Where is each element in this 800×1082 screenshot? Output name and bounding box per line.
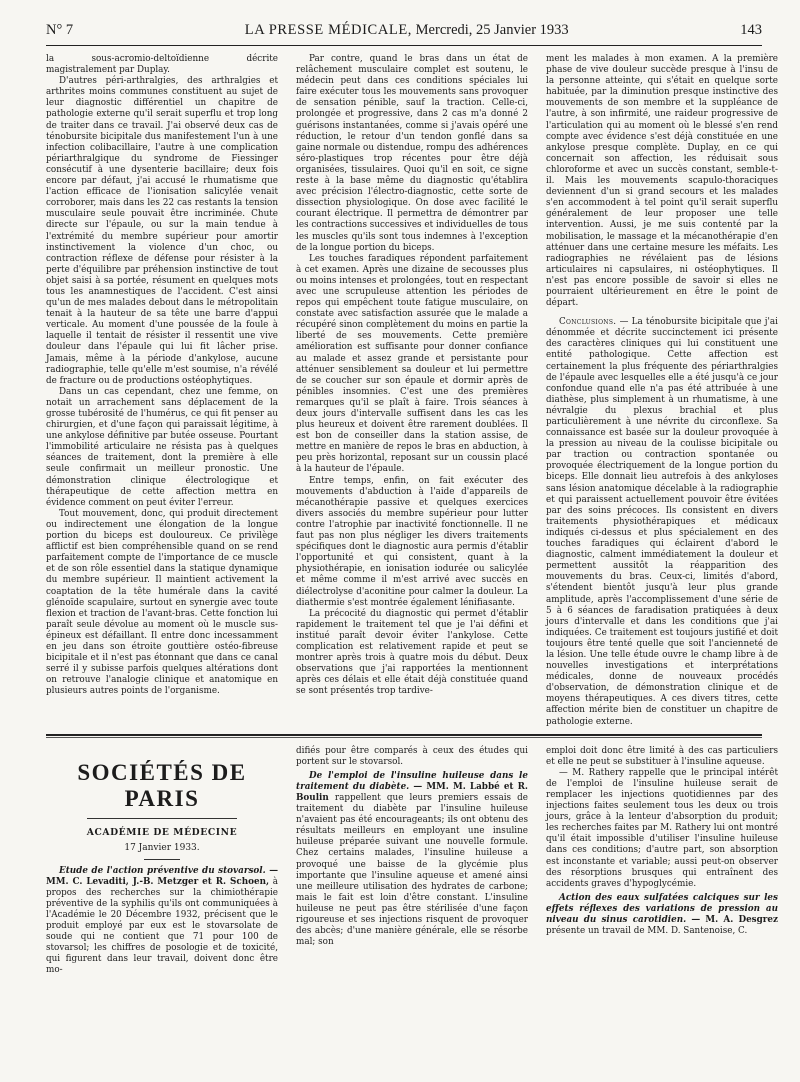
conclusions-text: — La ténobursite bicipitale que j'ai dénommée et décrite succinctement ici présente des caractères cliniques qui lui constituent une entité pathologique. Cette affection est certainement la plus fréquente des périarthralgies de l'épaule avec lesquelles elle a été jusqu'à ce jour confondue quand elle n'a pas été attribuée à une diathèse, plus simplement à un rhumatisme, à une névralgie du plexus brachial et plus particulièrement à une névrite du circonflexe. Sa connaissance est basée sur la douleur provoquée à la pression au niveau de la coulisse bicipitale ou par traction ou contraction spontanée ou provoquée électriquement de la longue portion du biceps. Elle donnait lieu autrefois à des ankyloses sans lésion anatomique décelable à la radiographie et qui paraissent actuellement pouvoir être évitées par des soins précoces. Ils consistent en divers traitements physiothérapiques et médicaux indiqués ci-dessus et plus spécialement en des touches faradiques qui éclairent d'abord le diagnostic, calment immédiatement la douleur et permettent aussitôt la réapparition des mouvements du bras. Ceux-ci, limités d'abord, s'étendent bientôt jusqu'à leur plus grande amplitude, après l'accomplissement d'une série de 5 à 6 séances de faradisation pratiquées à deux jours d'intervalle et dans les conditions que j'ai indiquées. Ce traitement est toujours justifié et doit toujours être tenté quelle que soit l'ancienneté de la lésion. Une telle étude ouvre le champ libre à de nouvelles investigations et interprétations médicales, donne de nouveaux procédés d'observation, de démonstration clinique et de moyens thérapeutiques. A ces divers titres, cette affection mérite bien de constituer un chapitre de pathologie externe. (546, 317, 778, 727)
article-column-1 (46, 54, 278, 728)
paragraph: emploi doit donc être limité à des cas particuliers et elle ne peut se substituer à l'insuline aqueuse. (546, 745, 778, 767)
header-title-line (245, 22, 569, 39)
page-number: 143 (740, 22, 762, 38)
paragraph: ment les malades à mon examen. A la première phase de vive douleur succède presque à l'insu de la personne atteinte, qui s'était en quelque sorte habituée, par la diminution presque instinctive des mouvements de son membre et la suppléance de l'autre, à son infirmité, une raideur progressive de l'articulation qui au moment où le blessé s'en rend compte avec évidence s'est déjà constituée en une ankylose presque complète. Duplay, en ce qui concernait son affection, les réduisait sous chloroforme et avec un succès constant, semble-t-il. Mais les mouvements scapulo-thoraciques deviennent d'un si grand secours et les malades s'en accommodent à tel point qu'il serait superflu généralement de leur proposer une telle intervention. Aussi, je me suis contenté par la mobilisation, le massage et la mécanothérapie d'en atténuer dans une certaine mesure les méfaits. Les radiographies ne révélaient pas de lésions articulaires ni capsulaires, ni ostéophytiques. Il n'est pas encore possible de savoir si elles ne pourraient ultérieurement en être le point de départ. (546, 54, 778, 309)
paragraph: La précocité du diagnostic qui permet d'établir rapidement le traitement tel que je l'ai défini et institué paraît devoir éviter l'ankylose. Cette complication est relativement rapide et peut se montrer après trois à quatre mois du début. Deux observations que j'ai rapportées la mentionnent après ces délais et elle était déjà constituée quand se sont présentés trop tardive- (296, 608, 528, 697)
communication-authors: — M. A. Desgrez (686, 915, 778, 926)
paragraph: difiés pour être comparés à ceux des études qui portent sur le stovarsol. (296, 745, 528, 767)
article-column-3 (546, 54, 778, 728)
academie-heading: ACADÉMIE DE MÉDECINE (86, 826, 238, 838)
section-rule-thin (46, 737, 762, 738)
communication-stovarsol (46, 866, 278, 977)
communication-insuline (296, 771, 528, 949)
societes-heading: SOCIÉTÉS DE PARIS (77, 759, 247, 811)
societes-column-2 (296, 746, 528, 977)
article-columns (46, 54, 778, 728)
communication-authors: — MM. M. Labbé et R. Boulin (296, 781, 528, 803)
paragraph: Entre temps, enfin, on fait exécuter des mouvements d'abduction à l'aide d'appareils de mécanothérapie passive et quelques exercices divers associés du membre supérieur pour lutter contre l'atrophie par inactivité fonctionnelle. Il ne faut pas non plus négliger les divers traitements spécifiques dont le diagnostic aura permis d'établir l'opportunité et qui consistent, quant à la physiothérapie, en ionisation iodurée ou salicylée et même comme il m'est arrivé avec succès en diélectrolyse d'aconitine pour calmer la douleur. La diathermie s'est montrée également lénifiasante. (296, 475, 528, 608)
paragraph: la sous-acromio-deltoïdienne décrite magistralement par Duplay. (46, 54, 278, 76)
short-rule (144, 859, 180, 860)
societes-columns (46, 745, 778, 977)
societes-column-3 (546, 746, 778, 977)
paragraph: Les touches faradiques répondent parfaitement à cet examen. Après une dizaine de secousses plus ou moins intenses et prolongées, tout en respectant avec une scrupuleuse attention les périodes de repos qui empêchent toute fatigue musculaire, on constate avec satisfaction assurée que le malade a récupéré sinon complètement du moins en partie la liberté de ses mouvements. Cette première amélioration est suffisante pour donner confiance au malade et assez grande et persistante pour atténuer sensiblement sa douleur et lui permettre de se coucher sur son épaule et dormir après de pénibles insomnies. C'est une des premières remarques qu'il se plaît à faire. Trois séances à deux jours d'intervalle suffisent dans les cas les plus heureux et doivent être rarement doublées. Il est bon de conseiller dans la station assise, de mettre en manière de repos le bras en abduction, à peu près horizontal, reposant sur un coussin placé à la hauteur de l'épaule. (296, 253, 528, 475)
article-column-2 (296, 54, 528, 728)
communication-title: Etude de l'action préventive du stovarsol. (59, 865, 266, 876)
paragraph: Dans un cas cependant, chez une femme, on notait un arrachement sans déplacement de la grosse tubérosité de l'humérus, ce qui fit penser au chirurgien, et d'une façon qui paraissait légitime, à une ankylose définitive par butée osseuse. Pourtant l'immobilité articulaire ne résista pas à quelques séances de traitement, dont la première à elle seule confirmait un meilleur pronostic. Une démonstration clinique électrologique et thérapeutique de cette affection mettra en évidence comment on peut éviter l'erreur. (46, 386, 278, 508)
conclusions-paragraph (546, 317, 778, 727)
communication-title: De l'emploi de l'insuline huileuse dans le traitement du diabète. (296, 770, 528, 792)
issue-date: Mercredi, 25 Janvier 1933 (415, 22, 569, 38)
societes-column-1 (46, 746, 278, 977)
paragraph: Par contre, quand le bras dans un état de relâchement musculaire complet est soutenu, le médecin peut dans ces conditions spéciales lui faire exécuter tous les mouvements sans provoquer de sensation pénible, sauf la traction. Celle-ci, prolongée et progressive, dans 2 cas m'a donné 2 guérisons instantanées, comme si j'avais opéré une réduction, le retour d'un tendon gonflé dans sa gaine normale ou distendue, rompu des adhérences séro-plastiques trop récentes pour être déjà organisées, tissulaires. Quoi qu'il en soit, ce signe reste à la base même du diagnostic qu'établira avec précision l'électro-diagnostic, cette sorte de dissection physiologique. On dose avec facilité le courant électrique. Il permettra de démontrer par les contractions successives et individuelles de tous les muscles qu'ils sont tous indemnes à l'exception de la longue portion du biceps. (296, 54, 528, 253)
communication-text: rappellent que leurs premiers essais de traitement du diabète par l'insuline huileuse n'avaient pas été encourageants; ils ont obtenu des résultats meilleurs en employant une insuline huileuse préparée suivant une nouvelle formule. Chez certains malades, l'insuline huileuse a provoqué une baisse de la glycémie plus importante que l'insuline aqueuse et amené ainsi une meilleure utilisation des hydrates de carbone; mais le fait est loin d'être constant. L'insuline huileuse ne peut pas être stérilisée d'une façon rigoureuse et ses injections risquent de provoquer des abcès; d'une manière générale, elle se résorbe mal; son (296, 793, 528, 948)
journal-title: LA PRESSE MÉDICALE, (244, 22, 413, 38)
communication-title: Action des eaux sulfatées calciques sur les effets réflexes des variations de pression au niveau du sinus carotidien. (546, 892, 778, 926)
communication-text: présente un travail de MM. D. Santenoise, C. (546, 926, 748, 937)
section-rule (46, 734, 762, 736)
paragraph: Tout mouvement, donc, qui produit directement ou indirectement une élongation de la longue portion du biceps est douloureux. Ce privilège afflictif est bien compréhensible quand on se rend parfaitement compte de l'importance de ce muscle et de son rôle essentiel dans la statique dynamique du membre supérieur. Il maintient activement la coaptation de la tête humérale dans la cavité glénoïde scapulaire, surtout en synergie avec toute flexion et traction de l'avant-bras. Cette fonction lui paraît seule dévolue au moment où le muscle sus-épineux est défaillant. Il entre donc incessamment en jeu dans son étroite gouttière ostéo-fibreuse bicipitale et il n'est pas étonnant que dans ce canal serré il y subisse parfois quelques altérations dont on retrouve l'analogie clinique et anatomique en plusieurs autres points de l'organisme. (46, 508, 278, 697)
rathery-remark: — M. Rathery rappelle que le principal intérêt de l'emploi de l'insuline huileuse serait de remplacer les injections quotidiennes par des injections faites seulement tous les deux ou trois jours, grâce à la lenteur d'absorption du produit; les recherches faites par M. Rathery lui ont montré qu'il était impossible d'utiliser l'insuline huileuse dans ces conditions; d'autre part, son absorption est inconstante et variable; aussi peut-on observer des résorptions brusques qui entraînent des accidents graves d'hypoglycémie. (546, 767, 778, 889)
spacer (546, 309, 778, 317)
page-header (46, 22, 762, 46)
communication-authors: — MM. C. Levaditi, J.-B. Metzger et R. Schoen, (46, 865, 278, 887)
communication-eaux-sulfatees (546, 893, 778, 937)
communication-text: à propos des recherches sur la chimiothérapie préventive de la syphilis qu'ils ont communiquées à l'Académie le 20 Décembre 1932, précisent que le produit employé par eux est le stovarsolate de soude qui ne contient que 71 pour 100 de stovarsol; les chiffres de posologie et de toxicité, qui figurent dans leur travail, doivent donc être mo- (46, 876, 278, 976)
heading-rule (87, 818, 237, 819)
session-date: 17 Janvier 1933. (124, 842, 200, 853)
conclusions-label: Conclusions. (559, 317, 617, 328)
issue-number: N° 7 (46, 22, 74, 38)
paragraph: D'autres péri-arthralgies, des arthralgies et arthrites moins communes constituent au sujet de leur diagnostic différentiel un chapitre de pathologie externe qu'il serait superflu et trop long de traiter dans ce travail. J'ai observé deux cas de ténobursite bicipitale dus manifestement l'un à une infection colibacillaire, l'autre à une complication périarthralgique du syndrome de Fiessinger consécutif à une dysenterie bacillaire; deux fois encore par défaut, j'ai accusé le rhumatisme que l'action efficace de l'ionisation salicylée venait corroborer, mais dans les 22 cas restants la tension musculaire seule pouvait être incriminée. Chute directe sur l'épaule, ou sur la main tendue à l'extrémité du membre supérieur pour amortir instinctivement la violence d'un choc, ou contraction réflexe de défense pour résister à la perte d'équilibre par préhension instinctive de tout objet saisi à sa portée, résument en quelques mots tous les anamnestiques de l'accident. C'est ainsi qu'un de mes malades debout dans le métropolitain tenait à la hauteur de sa tête une barre d'appui verticale. Au moment d'une poussée de la foule à laquelle il tentait de résister il ressentit une vive douleur dans l'épaule qui lui fit lâcher prise. Jamais, même à la période d'ankylose, aucune radiographie, telle qu'elle m'est soumise, n'a révélé de fracture ou de productions ostéophytiques. (46, 76, 278, 386)
newspaper-page (46, 22, 778, 977)
